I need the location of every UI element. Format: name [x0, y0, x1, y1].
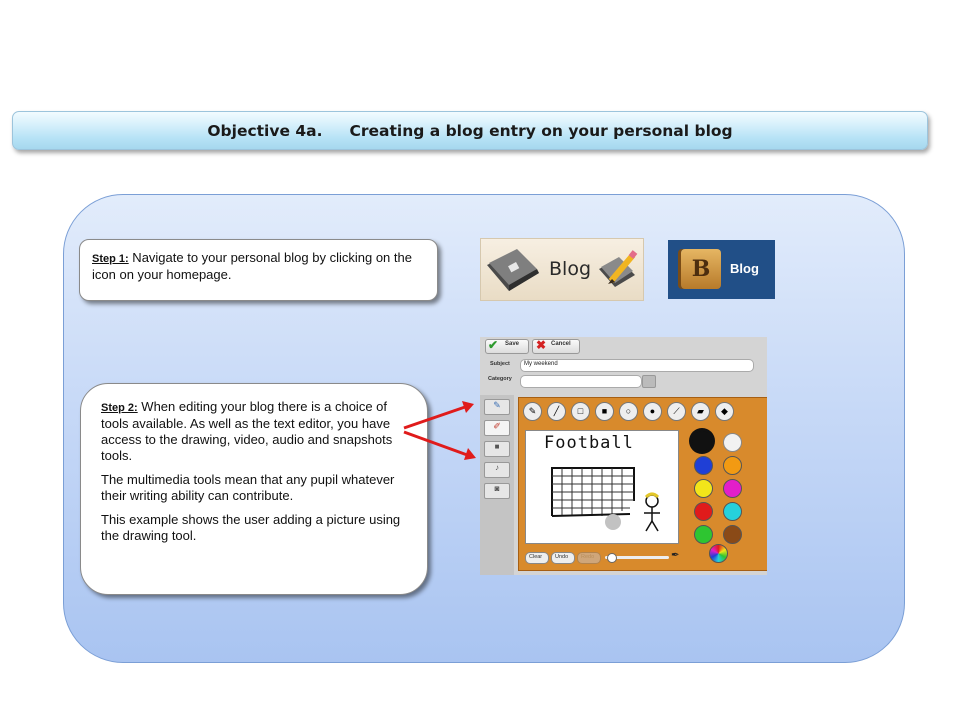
color-picker-wheel[interactable]	[709, 544, 728, 563]
blog-icon-alt[interactable]	[668, 240, 775, 299]
brush-size-slider[interactable]	[605, 556, 669, 559]
drawing-tool-button[interactable]: ✐	[484, 420, 510, 436]
paintbrush-icon: ✒	[671, 550, 680, 561]
step1-text: Navigate to your personal blog by clicking on the icon on your homepage.	[92, 250, 412, 282]
undo-label: Undo	[555, 554, 569, 560]
drawing-panel	[518, 397, 767, 571]
blog-icon-alt-label: Blog	[730, 261, 759, 276]
category-select[interactable]	[520, 375, 642, 388]
redo-label: Redo	[581, 554, 595, 560]
pencil-tool-icon[interactable]: ✎	[523, 402, 542, 421]
subject-input[interactable]	[520, 359, 754, 372]
goal-sketch	[526, 431, 678, 543]
circle-fill-icon[interactable]: ●	[643, 402, 662, 421]
step2-multimedia-text: The multimedia tools mean that any pupil whatever their writing ability can contribute.	[101, 472, 395, 503]
brush-toolbar	[523, 402, 759, 420]
brush-tool-icon[interactable]: ╱	[547, 402, 566, 421]
color-orange[interactable]	[723, 456, 742, 475]
color-black-splat[interactable]	[692, 431, 712, 451]
square-fill-icon[interactable]: ■	[595, 402, 614, 421]
clear-label: Clear	[529, 554, 543, 560]
slider-handle[interactable]	[607, 553, 617, 563]
subject-label: Subject	[490, 361, 510, 367]
blog-icon-homepage[interactable]	[480, 238, 644, 301]
drawing-canvas[interactable]	[525, 430, 679, 544]
subject-value: My weekend	[524, 361, 558, 367]
page-title: Objective 4a. Creating a blog entry on your personal blog	[207, 121, 733, 140]
blog-icon-label: Blog	[549, 258, 591, 280]
save-label: Save	[505, 341, 520, 347]
video-tool-button[interactable]: ■	[484, 441, 510, 457]
color-white[interactable]	[723, 433, 742, 452]
color-green[interactable]	[694, 525, 713, 544]
step2-label: Step 2:	[101, 402, 138, 414]
color-palette	[687, 430, 747, 562]
square-outline-icon[interactable]: □	[571, 402, 590, 421]
tool-sidebar	[480, 395, 514, 575]
color-blue[interactable]	[694, 456, 713, 475]
color-cyan[interactable]	[723, 502, 742, 521]
check-icon: ✔	[488, 338, 499, 352]
blog-b-letter: B	[691, 256, 711, 282]
blog-editor-screenshot	[480, 337, 767, 575]
redo-button[interactable]	[577, 552, 601, 564]
step2-box	[80, 383, 428, 595]
pointer-arrows	[400, 395, 490, 465]
text-tool-button[interactable]: ✎	[484, 399, 510, 415]
category-label: Category	[488, 376, 512, 382]
cancel-label: Cancel	[551, 341, 571, 347]
eraser-tool-icon[interactable]: ▰	[691, 402, 710, 421]
audio-tool-button[interactable]: ♪	[484, 462, 510, 478]
title-bar	[12, 111, 928, 150]
step1-label: Step 1:	[92, 253, 129, 265]
undo-button[interactable]	[551, 552, 575, 564]
clear-button[interactable]	[525, 552, 549, 564]
line-tool-icon[interactable]: ⟋	[667, 402, 686, 421]
color-red[interactable]	[694, 502, 713, 521]
color-magenta[interactable]	[723, 479, 742, 498]
category-dropdown-button[interactable]	[642, 375, 656, 388]
blog-b-book-icon	[681, 249, 721, 289]
step2-example-text: This example shows the user adding a picture using the drawing tool.	[101, 512, 401, 543]
snapshot-tool-button[interactable]: ◙	[484, 483, 510, 499]
cancel-x-icon: ✖	[536, 338, 547, 352]
color-yellow[interactable]	[694, 479, 713, 498]
stamp-tool-icon[interactable]: ◆	[715, 402, 734, 421]
cancel-button[interactable]	[532, 339, 580, 354]
drawing-text: Football	[544, 433, 634, 453]
step2-text: When editing your blog there is a choice of tools available. As well as the text editor, you have access to the drawing, video, audio and snapshots tools.	[101, 399, 393, 463]
step1-box	[79, 239, 438, 301]
circle-outline-icon[interactable]: ○	[619, 402, 638, 421]
save-button[interactable]	[485, 339, 529, 354]
color-brown[interactable]	[723, 525, 742, 544]
